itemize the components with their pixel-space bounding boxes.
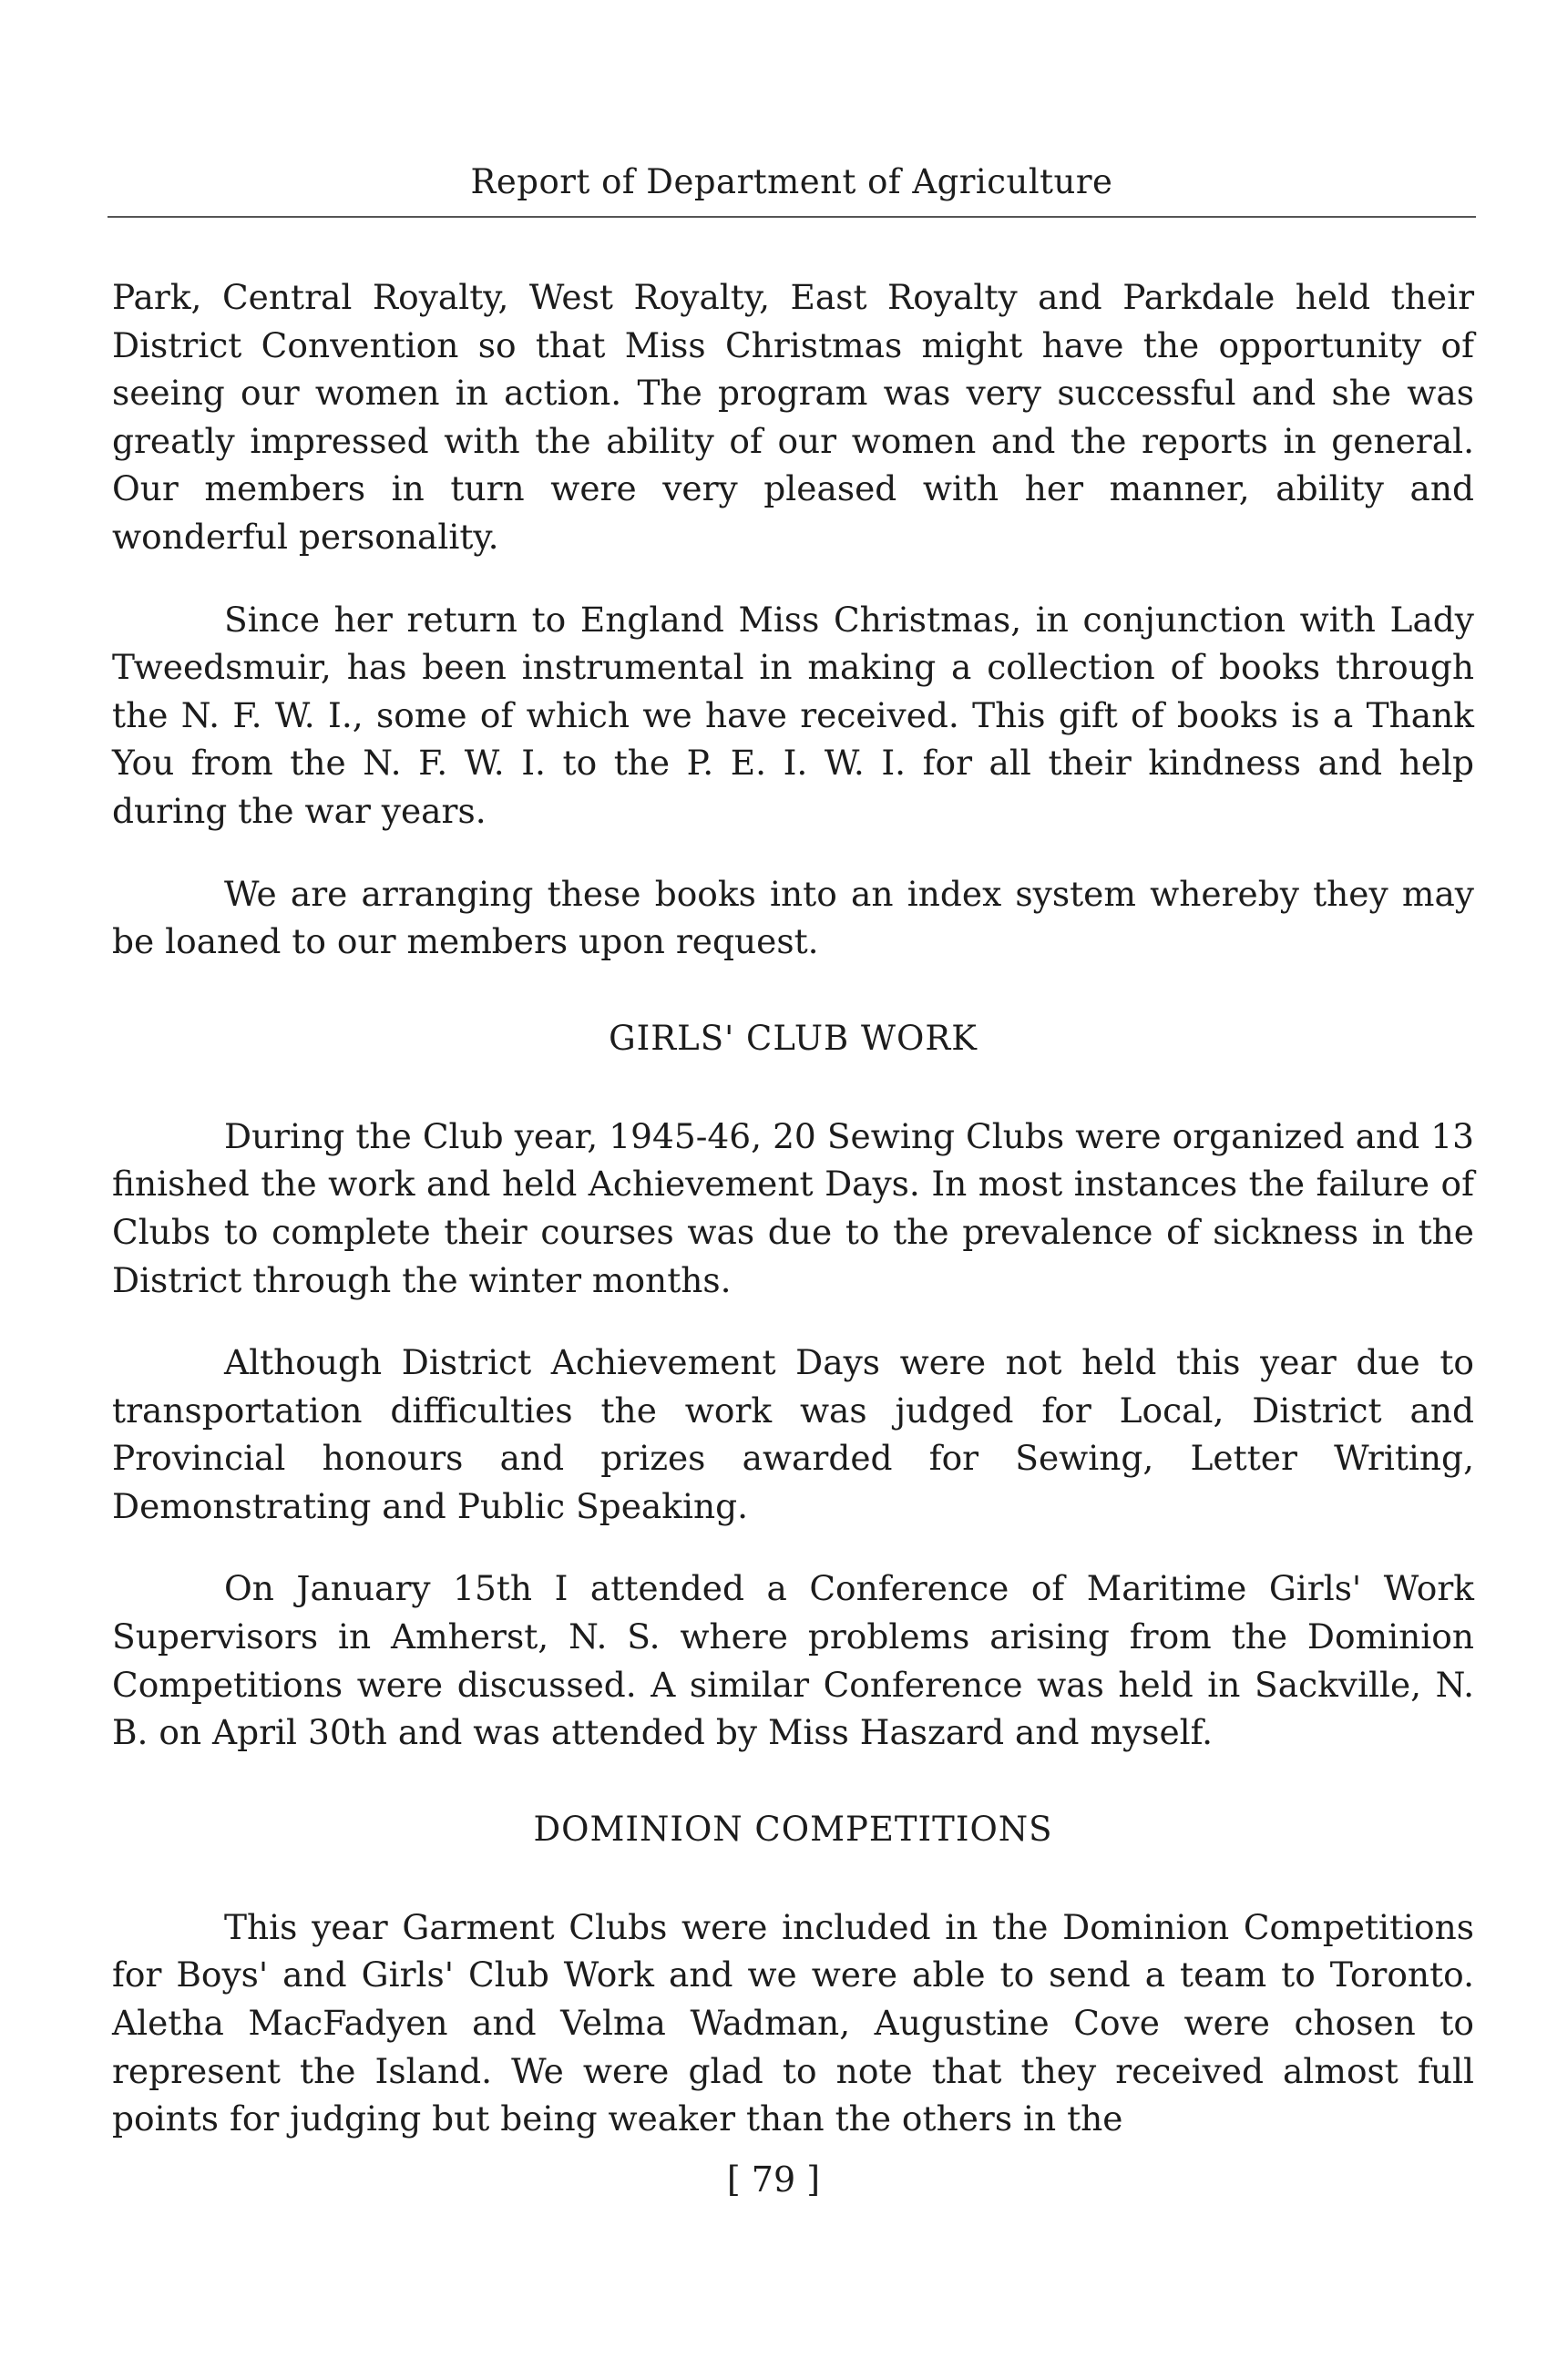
paragraph-books-collection: Since her return to England Miss Christmas, in conjunction with Lady Tweedsmuir, has been instrumental in making a collection of books through the N. F. W. I., some of which we have received. This gift of books is a Thank You from the N. F. W. I. to the P. E. I. W. I. for all their kindness and help during the war years. <box>112 599 1474 831</box>
paragraph-convention: Park, Central Royalty, West Royalty, East Royalty and Parkdale held their District Convention so that Miss Christmas might have the opportunity of seeing our women in action. The program was very successful and she was greatly impressed with the ability of our women and the reports in general. Our members in turn were very pleased with her manner, ability and wonderful personality. <box>112 277 1474 557</box>
paragraph-achievement-days: Although District Achievement Days were not held this year due to transportation difficulties the work was judged for Local, District and Provincial honours and prizes awarded for Sewing, Letter Writing, Demonstrating and Public Speaking. <box>112 1342 1474 1526</box>
paragraph-garment-clubs: This year Garment Clubs were included in the Dominion Competitions for Boys' and Girls' Club Work and we were able to send a team to Toronto. Aletha MacFadyen and Velma Wadman, Augustine Cove were chosen to represent the Island. We were glad to note that they received almost full points for judging but being weaker than the others in the <box>112 1906 1474 2139</box>
page-body <box>112 273 1474 2178</box>
paragraph-club-year: During the Club year, 1945-46, 20 Sewing Clubs were organized and 13 finished the work and held Achievement Days. In most instances the failure of Clubs to complete their courses was due to the prevalence of sickness in the District through the winter months. <box>112 1115 1474 1300</box>
section-heading-dominion-competitions: DOMINION COMPETITIONS <box>533 1809 1053 1849</box>
page-number: [ 79 ] <box>726 2159 821 2200</box>
section-heading-girls-club-work: GIRLS' CLUB WORK <box>609 1018 978 1058</box>
paragraph-conference: On January 15th I attended a Conference of Maritime Girls' Work Supervisors in Amherst, N. S. where problems arising from the Dominion Competitions were discussed. A similar Conference was held in Sackville, N. B. on April 30th and was attended by Miss Haszard and myself. <box>112 1568 1474 1753</box>
running-header: Report of Department of Agriculture <box>470 162 1113 201</box>
header-rule <box>108 216 1476 218</box>
paragraph-index-system: We are arranging these books into an index system whereby they may be loaned to our members upon request. <box>112 873 1474 962</box>
